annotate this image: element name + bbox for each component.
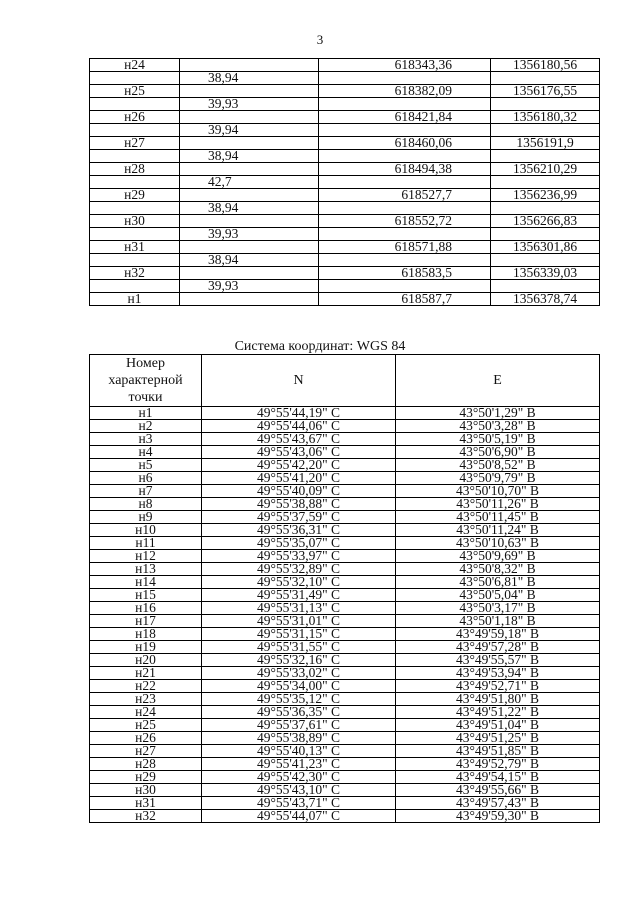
latitude-value: 49°55'35,07" С (202, 537, 396, 550)
point-name: н17 (90, 615, 202, 628)
header-point-number: Номер характерной точки (90, 355, 202, 407)
latitude-value: 49°55'33,02" С (202, 667, 396, 680)
longitude-value: 43°50'5,04" В (396, 589, 600, 602)
distance-value (180, 85, 319, 98)
longitude-value: 43°50'11,24" В (396, 524, 600, 537)
n-coordinate: 618527,7 (319, 189, 491, 202)
point-name: н26 (90, 111, 180, 124)
distance-value (180, 293, 319, 306)
n-coordinate: 618343,36 (319, 59, 491, 72)
latitude-value: 49°55'33,97" С (202, 550, 396, 563)
point-row (90, 85, 600, 98)
distance-value (180, 267, 319, 280)
longitude-value: 43°49'59,18" В (396, 628, 600, 641)
e-coordinate: 1356180,32 (491, 111, 600, 124)
latitude-value: 49°55'44,19" С (202, 407, 396, 420)
e-coordinate: 1356180,56 (491, 59, 600, 72)
point-name: н4 (90, 446, 202, 459)
point-name: н18 (90, 628, 202, 641)
longitude-value: 43°50'11,26" В (396, 498, 600, 511)
page-number: 3 (316, 32, 324, 47)
coordinate-table-wgs84 (89, 354, 600, 823)
point-name: н1 (90, 407, 202, 420)
point-row (90, 59, 600, 72)
point-name: н27 (90, 137, 180, 150)
point-name: н20 (90, 654, 202, 667)
e-coordinate: 1356301,86 (491, 241, 600, 254)
latitude-value: 49°55'43,06" С (202, 446, 396, 459)
n-coordinate: 618552,72 (319, 215, 491, 228)
latitude-value: 49°55'35,12" С (202, 693, 396, 706)
n-coordinate: 618460,06 (319, 137, 491, 150)
distance-value (180, 241, 319, 254)
longitude-value: 43°50'3,28" В (396, 420, 600, 433)
n-coordinate: 618571,88 (319, 241, 491, 254)
point-name: н29 (90, 771, 202, 784)
point-name: н31 (90, 241, 180, 254)
point-name: н15 (90, 589, 202, 602)
latitude-value: 49°55'31,01" С (202, 615, 396, 628)
latitude-value: 49°55'41,23" С (202, 758, 396, 771)
point-row (90, 215, 600, 228)
point-name: н13 (90, 563, 202, 576)
point-row (90, 189, 600, 202)
latitude-value: 49°55'42,30" С (202, 771, 396, 784)
point-name: н12 (90, 550, 202, 563)
latitude-value: 49°55'32,10" С (202, 576, 396, 589)
point-name: н28 (90, 163, 180, 176)
longitude-value: 43°49'55,57" В (396, 654, 600, 667)
point-name: н16 (90, 602, 202, 615)
point-name: н22 (90, 680, 202, 693)
distance-value: 39,93 (180, 280, 319, 293)
point-name: н31 (90, 797, 202, 810)
point-row (90, 293, 600, 306)
longitude-value: 43°50'8,52" В (396, 459, 600, 472)
n-coordinate: 618583,5 (319, 267, 491, 280)
longitude-value: 43°50'10,70" В (396, 485, 600, 498)
latitude-value: 49°55'44,07" С (202, 810, 396, 823)
point-name: н26 (90, 732, 202, 745)
distance-value: 38,94 (180, 202, 319, 215)
point-name: н1 (90, 293, 180, 306)
latitude-value: 49°55'36,31" С (202, 524, 396, 537)
latitude-value: 49°55'43,10" С (202, 784, 396, 797)
point-name: н24 (90, 59, 180, 72)
longitude-value: 43°49'51,25" В (396, 732, 600, 745)
table-row (90, 810, 600, 823)
distance-value (180, 137, 319, 150)
latitude-value: 49°55'37,59" С (202, 511, 396, 524)
distance-value (180, 163, 319, 176)
latitude-value: 49°55'43,71" С (202, 797, 396, 810)
latitude-value: 49°55'34,00" С (202, 680, 396, 693)
point-name: н21 (90, 667, 202, 680)
latitude-value: 49°55'38,88" С (202, 498, 396, 511)
point-name: н30 (90, 215, 180, 228)
e-coordinate: 1356266,83 (491, 215, 600, 228)
point-name: н30 (90, 784, 202, 797)
longitude-value: 43°49'57,43" В (396, 797, 600, 810)
longitude-value: 43°50'1,18" В (396, 615, 600, 628)
point-name: н24 (90, 706, 202, 719)
point-name: н23 (90, 693, 202, 706)
n-coordinate: 618421,84 (319, 111, 491, 124)
distance-value: 39,93 (180, 98, 319, 111)
point-name: н6 (90, 472, 202, 485)
point-name: н8 (90, 498, 202, 511)
latitude-value: 49°55'31,49" С (202, 589, 396, 602)
distance-value: 42,7 (180, 176, 319, 189)
point-name: н27 (90, 745, 202, 758)
n-coordinate: 618494,38 (319, 163, 491, 176)
point-name: н14 (90, 576, 202, 589)
distance-value: 38,94 (180, 254, 319, 267)
point-name: н9 (90, 511, 202, 524)
longitude-value: 43°49'52,79" В (396, 758, 600, 771)
longitude-value: 43°49'51,85" В (396, 745, 600, 758)
n-coordinate: 618382,09 (319, 85, 491, 98)
point-name: н3 (90, 433, 202, 446)
longitude-value: 43°50'6,90" В (396, 446, 600, 459)
coordinate-table-local (89, 58, 600, 306)
longitude-value: 43°49'53,94" В (396, 667, 600, 680)
longitude-value: 43°49'52,71" В (396, 680, 600, 693)
e-coordinate: 1356210,29 (491, 163, 600, 176)
point-name: н25 (90, 85, 180, 98)
longitude-value: 43°50'5,19" В (396, 433, 600, 446)
point-row (90, 241, 600, 254)
latitude-value: 49°55'38,89" С (202, 732, 396, 745)
e-coordinate: 1356176,55 (491, 85, 600, 98)
point-name: н28 (90, 758, 202, 771)
latitude-value: 49°55'32,89" С (202, 563, 396, 576)
longitude-value: 43°49'51,04" В (396, 719, 600, 732)
e-coordinate: 1356339,03 (491, 267, 600, 280)
longitude-value: 43°50'9,79" В (396, 472, 600, 485)
distance-value (180, 111, 319, 124)
longitude-value: 43°50'1,29" В (396, 407, 600, 420)
longitude-value: 43°49'55,66" В (396, 784, 600, 797)
latitude-value: 49°55'40,13" С (202, 745, 396, 758)
longitude-value: 43°50'8,32" В (396, 563, 600, 576)
longitude-value: 43°50'11,45" В (396, 511, 600, 524)
latitude-value: 49°55'36,35" С (202, 706, 396, 719)
point-name: н32 (90, 267, 180, 280)
longitude-value: 43°50'6,81" В (396, 576, 600, 589)
longitude-value: 43°49'51,80" В (396, 693, 600, 706)
latitude-value: 49°55'44,06" С (202, 420, 396, 433)
point-name: н25 (90, 719, 202, 732)
longitude-value: 43°49'57,28" В (396, 641, 600, 654)
distance-value (180, 59, 319, 72)
n-coordinate: 618587,7 (319, 293, 491, 306)
point-row (90, 137, 600, 150)
latitude-value: 49°55'37,61" С (202, 719, 396, 732)
latitude-value: 49°55'31,13" С (202, 602, 396, 615)
e-coordinate: 1356191,9 (491, 137, 600, 150)
distance-value (180, 189, 319, 202)
point-row (90, 111, 600, 124)
point-name: н2 (90, 420, 202, 433)
latitude-value: 49°55'43,67" С (202, 433, 396, 446)
coordinate-system-title: Система координат: WGS 84 (234, 339, 406, 354)
latitude-value: 49°55'41,20" С (202, 472, 396, 485)
latitude-value: 49°55'42,20" С (202, 459, 396, 472)
longitude-value: 43°50'10,63" В (396, 537, 600, 550)
longitude-value: 43°49'59,30" В (396, 810, 600, 823)
e-coordinate: 1356236,99 (491, 189, 600, 202)
distance-value: 38,94 (180, 72, 319, 85)
point-name: н19 (90, 641, 202, 654)
distance-value: 39,93 (180, 228, 319, 241)
point-row (90, 267, 600, 280)
header-n: N (202, 355, 396, 407)
latitude-value: 49°55'32,16" С (202, 654, 396, 667)
distance-value (180, 215, 319, 228)
table-header-row (90, 355, 600, 407)
point-name: н5 (90, 459, 202, 472)
point-name: н10 (90, 524, 202, 537)
header-e: E (396, 355, 600, 407)
distance-value: 39,94 (180, 124, 319, 137)
latitude-value: 49°55'31,15" С (202, 628, 396, 641)
point-row (90, 163, 600, 176)
point-name: н29 (90, 189, 180, 202)
distance-value: 38,94 (180, 150, 319, 163)
point-name: н32 (90, 810, 202, 823)
longitude-value: 43°49'54,15" В (396, 771, 600, 784)
latitude-value: 49°55'31,55" С (202, 641, 396, 654)
longitude-value: 43°50'9,69" В (396, 550, 600, 563)
longitude-value: 43°50'3,17" В (396, 602, 600, 615)
latitude-value: 49°55'40,09" С (202, 485, 396, 498)
point-name: н11 (90, 537, 202, 550)
point-name: н7 (90, 485, 202, 498)
e-coordinate: 1356378,74 (491, 293, 600, 306)
longitude-value: 43°49'51,22" В (396, 706, 600, 719)
